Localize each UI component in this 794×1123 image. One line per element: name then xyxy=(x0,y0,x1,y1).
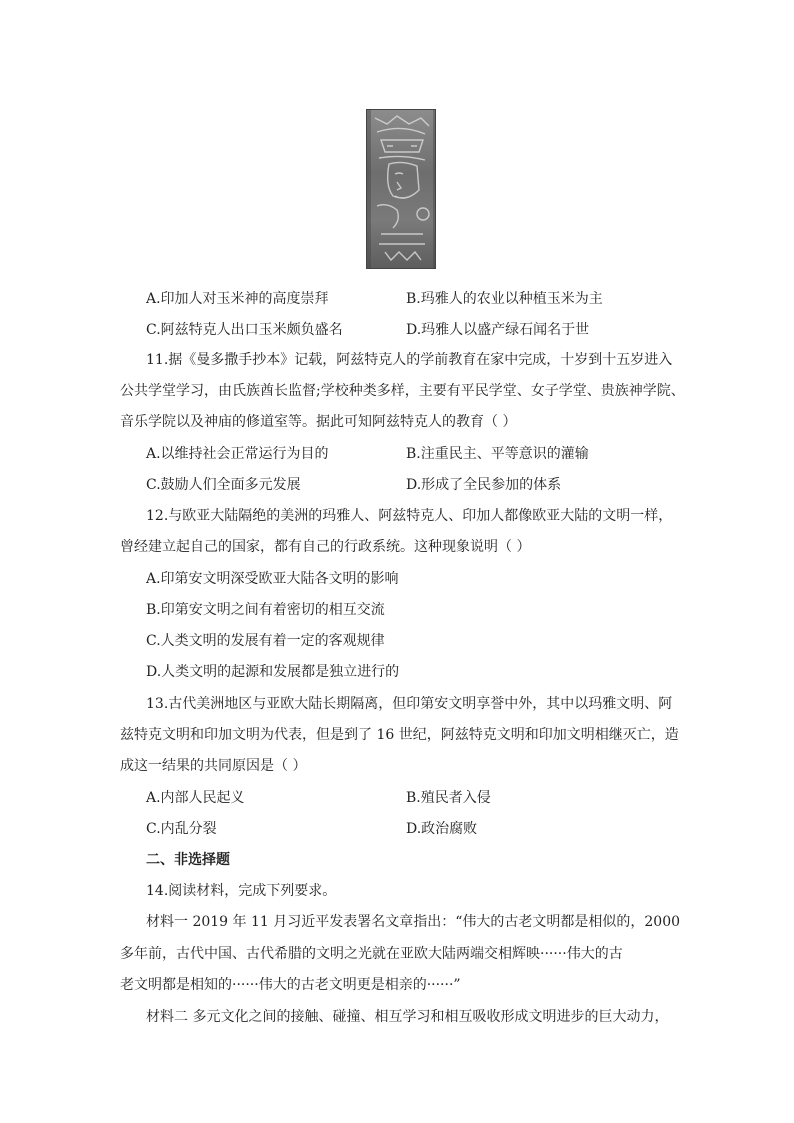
q12-option-c: C.人类文明的发展有着一定的客观规律 xyxy=(146,633,385,649)
q10-option-c: C.阿兹特克人出口玉米颇负盛名 xyxy=(146,322,343,338)
q13-option-d: D.政治腐败 xyxy=(406,821,478,837)
q14-material1-line3: 老文明都是相知的······伟大的古老文明更是相亲的······” xyxy=(120,977,461,993)
q12-stem-line2: 曾经建立起自己的国家，都有自己的行政系统。这种现象说明（ ） xyxy=(120,539,531,555)
q11-option-d: D.形成了全民参加的体系 xyxy=(406,477,562,493)
q14-material1-line1: 材料一 2019 年 11 月习近平发表署名文章指出：“伟大的古老文明都是相似的，2000 xyxy=(146,914,681,930)
q12-stem-line1: 12.与欧亚大陆隔绝的美洲的玛雅人、阿兹特克人、印加人都像欧亚大陆的文明一样， xyxy=(146,508,673,524)
q14-material2-line1: 材料二 多元文化之间的接触、碰撞、相互学习和相互吸收形成文明进步的巨大动力， xyxy=(146,1009,669,1025)
section-title-nonchoice: 二、非选择题 xyxy=(146,852,230,868)
q13-stem-line2: 兹特克文明和印加文明为代表，但是到了 16 世纪，阿兹特克文明和印加文明相继灭亡，造 xyxy=(120,727,679,743)
q10-option-d: D.玛雅人以盛产绿石闻名于世 xyxy=(406,322,590,338)
q11-stem-line1: 11.据《曼多撒手抄本》记载，阿兹特克人的学前教育在家中完成，十岁到十五岁进入 xyxy=(146,352,673,368)
q12-option-b: B.印第安文明之间有着密切的相互交流 xyxy=(146,602,385,618)
q12-option-d: D.人类文明的起源和发展都是独立进行的 xyxy=(146,664,400,680)
q11-stem-line2: 公共学堂学习，由氏族酋长监督;学校种类多样，主要有平民学堂、女子学堂、贵族神学院、 xyxy=(120,383,685,399)
q10-option-a: A.印加人对玉米神的高度崇拜 xyxy=(146,291,329,307)
q14-instruction: 14.阅读材料，完成下列要求。 xyxy=(146,883,337,899)
q13-option-c: C.内乱分裂 xyxy=(146,821,217,837)
q14-material1-line2: 多年前，古代中国、古代希腊的文明之光就在亚欧大陆两端交相辉映······伟大的古 xyxy=(120,946,623,962)
q13-option-b: B.殖民者入侵 xyxy=(406,790,491,806)
q11-option-c: C.鼓励人们全面多元发展 xyxy=(146,477,301,493)
q13-option-a: A.内部人民起义 xyxy=(146,790,245,806)
q11-option-b: B.注重民主、平等意识的灌输 xyxy=(406,446,589,462)
q13-stem-line1: 13.古代美洲地区与亚欧大陆长期隔离，但印第安文明享誉中外，其中以玛雅文明、阿 xyxy=(146,696,673,712)
q11-option-a: A.以维持社会正常运行为目的 xyxy=(146,446,329,462)
q13-stem-line3: 成这一结果的共同原因是（ ） xyxy=(120,758,307,774)
stele-carving-icon xyxy=(367,110,436,269)
carved-stele-image xyxy=(366,109,436,269)
q11-stem-line3: 音乐学院以及神庙的修道室等。据此可知阿兹特克人的教育（ ） xyxy=(120,414,517,430)
q12-option-a: A.印第安文明深受欧亚大陆各文明的影响 xyxy=(146,571,399,587)
q10-option-b: B.玛雅人的农业以种植玉米为主 xyxy=(406,291,603,307)
